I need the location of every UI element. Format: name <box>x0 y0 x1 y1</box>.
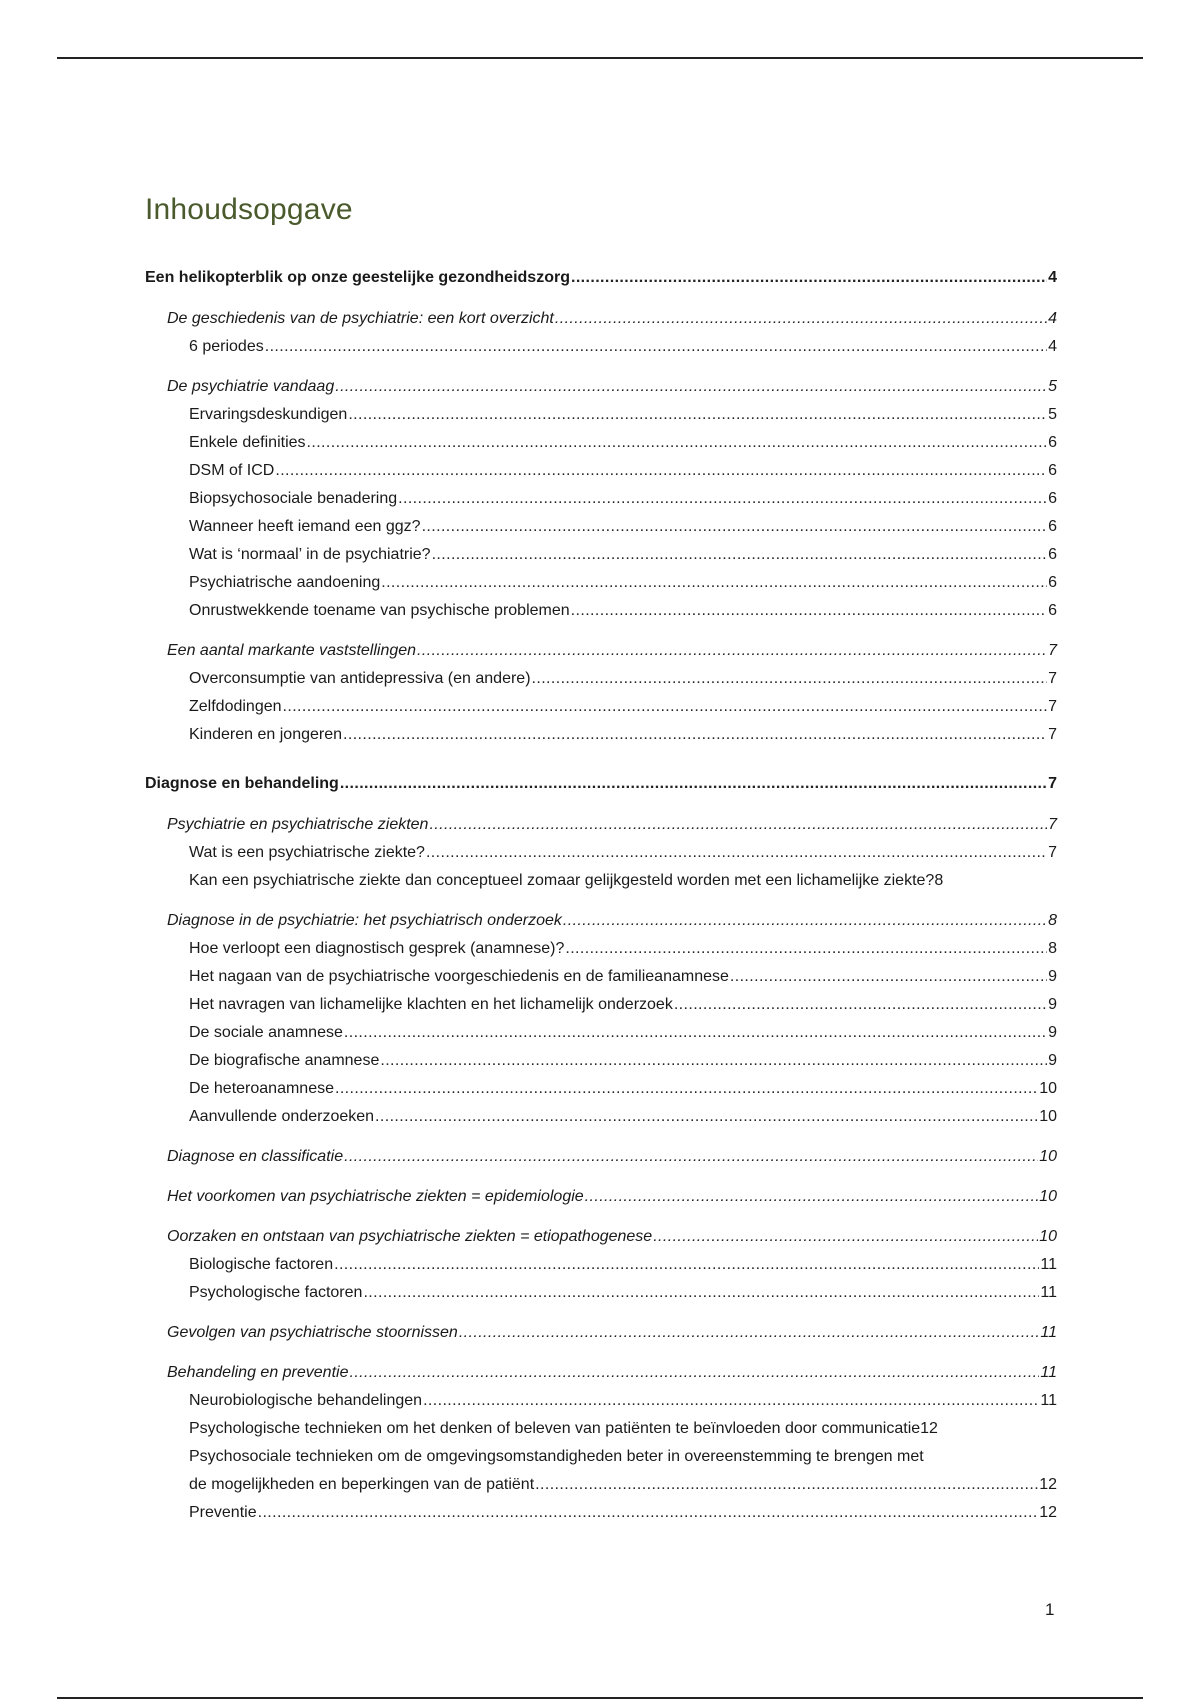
toc-dot-leader <box>258 1499 1039 1527</box>
toc-entry-label: Behandeling en preventie <box>167 1364 349 1381</box>
toc-page-number: 7 <box>1048 698 1057 715</box>
toc-entry-label: Onrustwekkende toename van psychische problemen <box>189 602 570 619</box>
toc-entry-label: Kinderen en jongeren <box>189 726 343 743</box>
toc-dot-leader <box>555 305 1047 333</box>
toc-entry-label: De heteroanamnese <box>189 1080 334 1097</box>
toc-entry-level-3[interactable] <box>145 721 1057 749</box>
toc-dot-leader <box>674 991 1047 1019</box>
subsection-gap <box>145 1211 1057 1223</box>
toc-dot-leader <box>653 1223 1038 1251</box>
toc-page-number: 10 <box>1039 1148 1057 1165</box>
toc-dot-leader <box>532 665 1048 693</box>
toc-entry-label: Biopsychosociale benadering <box>189 490 398 507</box>
toc-entry-level-3[interactable] <box>145 457 1057 485</box>
toc-entry-label: Psychosociale technieken om de omgevingsomstandigheden beter in overeenstemming te brengen met <box>189 1448 924 1465</box>
toc-dot-leader <box>422 513 1048 541</box>
toc-dot-leader <box>363 1279 1039 1307</box>
toc-dot-leader <box>563 907 1047 935</box>
toc-dot-leader <box>307 429 1048 457</box>
toc-page-number: 12 <box>920 1420 938 1437</box>
toc-entry-label: Het nagaan van de psychiatrische voorgeschiedenis en de familieanamnese <box>189 968 729 985</box>
toc-dot-leader <box>398 485 1047 513</box>
toc-entry-label-continued: de mogelijkheden en beperkingen van de patiënt <box>189 1476 535 1493</box>
toc-dot-leader <box>423 1387 1039 1415</box>
toc-entry-level-3[interactable] <box>145 665 1057 693</box>
table-of-contents <box>145 263 1057 1527</box>
toc-entry-level-3[interactable] <box>145 1443 1057 1499</box>
toc-page-number: 6 <box>1048 518 1057 535</box>
toc-entry-label: Psychologische technieken om het denken of beleven van patiënten te beïnvloeden door communicatie <box>189 1420 921 1437</box>
toc-entry-label: Kan een psychiatrische ziekte dan conceptueel zomaar gelijkgesteld worden met een lichamelijke ziekte? <box>189 872 935 889</box>
toc-entry-label: Overconsumptie van antidepressiva (en andere) <box>189 670 531 687</box>
toc-entry-label: De geschiedenis van de psychiatrie: een kort overzicht <box>167 310 554 327</box>
toc-dot-leader <box>571 597 1047 625</box>
toc-entry-label: Aanvullende onderzoeken <box>189 1108 375 1125</box>
toc-entry-level-1[interactable] <box>145 769 1057 799</box>
toc-entry-level-3[interactable] <box>145 569 1057 597</box>
toc-entry-label: Ervaringsdeskundigen <box>189 406 348 423</box>
toc-entry-level-3[interactable] <box>145 401 1057 429</box>
toc-entry-level-3[interactable] <box>145 1019 1057 1047</box>
toc-page-number: 7 <box>1048 726 1057 743</box>
subsection-gap <box>145 625 1057 637</box>
toc-entry-level-2[interactable] <box>145 1143 1057 1171</box>
toc-page-number: 9 <box>1048 1024 1057 1041</box>
subsection-gap <box>145 361 1057 373</box>
toc-dot-leader <box>426 839 1047 867</box>
toc-entry-level-2[interactable] <box>145 1183 1057 1211</box>
toc-entry-level-2[interactable] <box>145 305 1057 333</box>
toc-dot-leader <box>334 1251 1039 1279</box>
toc-page-number: 6 <box>1048 490 1057 507</box>
toc-entry-label: De biografische anamnese <box>189 1052 380 1069</box>
toc-entry-level-2[interactable] <box>145 1359 1057 1387</box>
toc-page-number: 11 <box>1040 1392 1057 1409</box>
toc-entry-level-3[interactable] <box>145 935 1057 963</box>
toc-page-number: 10 <box>1039 1108 1057 1125</box>
toc-page-number: 5 <box>1048 378 1057 395</box>
toc-page-number: 9 <box>1048 996 1057 1013</box>
subsection-gap <box>145 1347 1057 1359</box>
toc-entry-label: Wat is een psychiatrische ziekte? <box>189 844 425 861</box>
toc-entry-level-2[interactable] <box>145 637 1057 665</box>
toc-page-number: 6 <box>1048 546 1057 563</box>
subsection-gap <box>145 1171 1057 1183</box>
toc-entry-level-3[interactable] <box>145 1415 1057 1443</box>
toc-page-number: 8 <box>1048 912 1057 929</box>
toc-page-number: 8 <box>1048 940 1057 957</box>
toc-entry-level-3[interactable] <box>145 1075 1057 1103</box>
toc-page-number: 7 <box>1048 670 1057 687</box>
toc-entry-label: Diagnose en classificatie <box>167 1148 344 1165</box>
subsection-gap <box>145 1131 1057 1143</box>
toc-entry-level-3[interactable] <box>145 333 1057 361</box>
toc-entry-label: DSM of ICD <box>189 462 275 479</box>
toc-dot-leader <box>343 721 1047 749</box>
toc-entry-level-3[interactable] <box>145 1103 1057 1131</box>
toc-page-number: 6 <box>1048 602 1057 619</box>
toc-entry-label: De sociale anamnese <box>189 1024 343 1041</box>
section-gap <box>145 749 1057 769</box>
toc-page-number: 9 <box>1048 1052 1057 1069</box>
header-rule <box>57 57 1143 59</box>
toc-entry-level-3[interactable] <box>145 991 1057 1019</box>
toc-entry-level-3[interactable] <box>145 693 1057 721</box>
toc-entry-continuation <box>189 1471 1057 1499</box>
toc-entry-level-3[interactable] <box>145 597 1057 625</box>
toc-page-number: 7 <box>1048 816 1057 833</box>
toc-entry-label: Het voorkomen van psychiatrische ziekten = epidemiologie <box>167 1188 584 1205</box>
toc-entry-label: Psychiatrische aandoening <box>189 574 381 591</box>
toc-page-number: 10 <box>1039 1228 1057 1245</box>
toc-dot-leader <box>375 1103 1038 1131</box>
toc-entry-level-3[interactable] <box>145 1251 1057 1279</box>
toc-entry-level-1[interactable] <box>145 263 1057 293</box>
toc-dot-leader <box>459 1319 1040 1347</box>
toc-dot-leader <box>429 811 1047 839</box>
toc-page-number: 10 <box>1039 1080 1057 1097</box>
toc-entry-level-3[interactable] <box>145 429 1057 457</box>
toc-entry-level-2[interactable] <box>145 1319 1057 1347</box>
toc-page-number: 10 <box>1039 1188 1057 1205</box>
toc-dot-leader <box>344 1143 1038 1171</box>
toc-page-number: 6 <box>1048 434 1057 451</box>
toc-page-number: 11 <box>1040 1324 1057 1341</box>
toc-dot-leader <box>417 637 1047 665</box>
page-title: Inhoudsopgave <box>145 193 353 226</box>
toc-dot-leader <box>335 1075 1038 1103</box>
toc-entry-level-2[interactable] <box>145 811 1057 839</box>
toc-entry-level-3[interactable] <box>145 1499 1057 1527</box>
toc-dot-leader <box>275 457 1047 485</box>
toc-dot-leader <box>283 693 1048 721</box>
toc-entry-level-3[interactable] <box>145 963 1057 991</box>
toc-entry-label: Preventie <box>189 1504 257 1521</box>
toc-page-number: 5 <box>1048 406 1057 423</box>
toc-entry-label: Psychologische factoren <box>189 1284 363 1301</box>
toc-page-number: 8 <box>934 872 944 889</box>
toc-entry-label: Hoe verloopt een diagnostisch gesprek (anamnese)? <box>189 940 565 957</box>
toc-entry-level-3[interactable] <box>145 867 1057 895</box>
subsection-gap <box>145 895 1057 907</box>
subsection-gap <box>145 293 1057 305</box>
toc-dot-leader <box>381 569 1047 597</box>
toc-page-number: 12 <box>1039 1476 1057 1493</box>
toc-page-number: 6 <box>1048 462 1057 479</box>
page-number: 1 <box>1045 1600 1055 1619</box>
toc-entry-level-2[interactable] <box>145 373 1057 401</box>
toc-dot-leader <box>344 1019 1047 1047</box>
toc-entry-level-3[interactable] <box>145 1279 1057 1307</box>
toc-entry-label: Enkele definities <box>189 434 306 451</box>
toc-page-number: 6 <box>1048 574 1057 591</box>
toc-entry-label: De psychiatrie vandaag <box>167 378 335 395</box>
toc-dot-leader <box>432 541 1048 569</box>
toc-entry-level-3[interactable] <box>145 839 1057 867</box>
toc-page-number: 4 <box>1048 310 1057 327</box>
toc-dot-leader <box>340 769 1047 799</box>
footer-rule <box>57 1697 1143 1699</box>
toc-dot-leader <box>265 333 1047 361</box>
toc-entry-label: Wat is ‘normaal’ in de psychiatrie? <box>189 546 431 563</box>
toc-entry-label: Diagnose en behandeling <box>145 775 339 792</box>
toc-dot-leader <box>571 263 1047 293</box>
toc-entry-level-2[interactable] <box>145 1223 1057 1251</box>
toc-page-number: 11 <box>1040 1256 1057 1273</box>
toc-entry-label: Psychiatrie en psychiatrische ziekten <box>167 816 429 833</box>
subsection-gap <box>145 799 1057 811</box>
toc-entry-level-2[interactable] <box>145 907 1057 935</box>
toc-entry-label: Neurobiologische behandelingen <box>189 1392 423 1409</box>
toc-page-number: 7 <box>1048 642 1057 659</box>
toc-dot-leader <box>349 1359 1039 1387</box>
toc-page-number: 7 <box>1048 775 1057 792</box>
toc-dot-leader <box>335 373 1047 401</box>
toc-page-number: 9 <box>1048 968 1057 985</box>
toc-page-number: 11 <box>1040 1364 1057 1381</box>
toc-dot-leader <box>535 1471 1038 1499</box>
toc-entry-label: Een aantal markante vaststellingen <box>167 642 417 659</box>
toc-entry-label: Zelfdodingen <box>189 698 282 715</box>
toc-entry-label: Biologische factoren <box>189 1256 334 1273</box>
toc-entry-label: Diagnose in de psychiatrie: het psychiatrisch onderzoek <box>167 912 562 929</box>
toc-dot-leader <box>585 1183 1039 1211</box>
toc-page-number: 12 <box>1039 1504 1057 1521</box>
toc-dot-leader <box>348 401 1047 429</box>
toc-dot-leader <box>565 935 1047 963</box>
toc-entry-level-3[interactable] <box>145 1047 1057 1075</box>
toc-entry-level-3[interactable] <box>145 1387 1057 1415</box>
toc-entry-level-3[interactable] <box>145 485 1057 513</box>
toc-page-number: 11 <box>1040 1284 1057 1301</box>
toc-page-number: 4 <box>1048 269 1057 286</box>
toc-entry-label: 6 periodes <box>189 338 264 355</box>
toc-dot-leader <box>730 963 1047 991</box>
toc-entry-label: Een helikopterblik op onze geestelijke gezondheidszorg <box>145 269 570 286</box>
toc-entry-label: Oorzaken en ontstaan van psychiatrische ziekten = etiopathogenese <box>167 1228 653 1245</box>
toc-entry-label: Wanneer heeft iemand een ggz? <box>189 518 421 535</box>
subsection-gap <box>145 1307 1057 1319</box>
toc-dot-leader <box>380 1047 1047 1075</box>
toc-entry-level-3[interactable] <box>145 541 1057 569</box>
toc-page-number: 7 <box>1048 844 1057 861</box>
toc-entry-label: Gevolgen van psychiatrische stoornissen <box>167 1324 458 1341</box>
toc-entry-label: Het navragen van lichamelijke klachten en het lichamelijk onderzoek <box>189 996 673 1013</box>
toc-entry-level-3[interactable] <box>145 513 1057 541</box>
toc-page-number: 4 <box>1048 338 1057 355</box>
